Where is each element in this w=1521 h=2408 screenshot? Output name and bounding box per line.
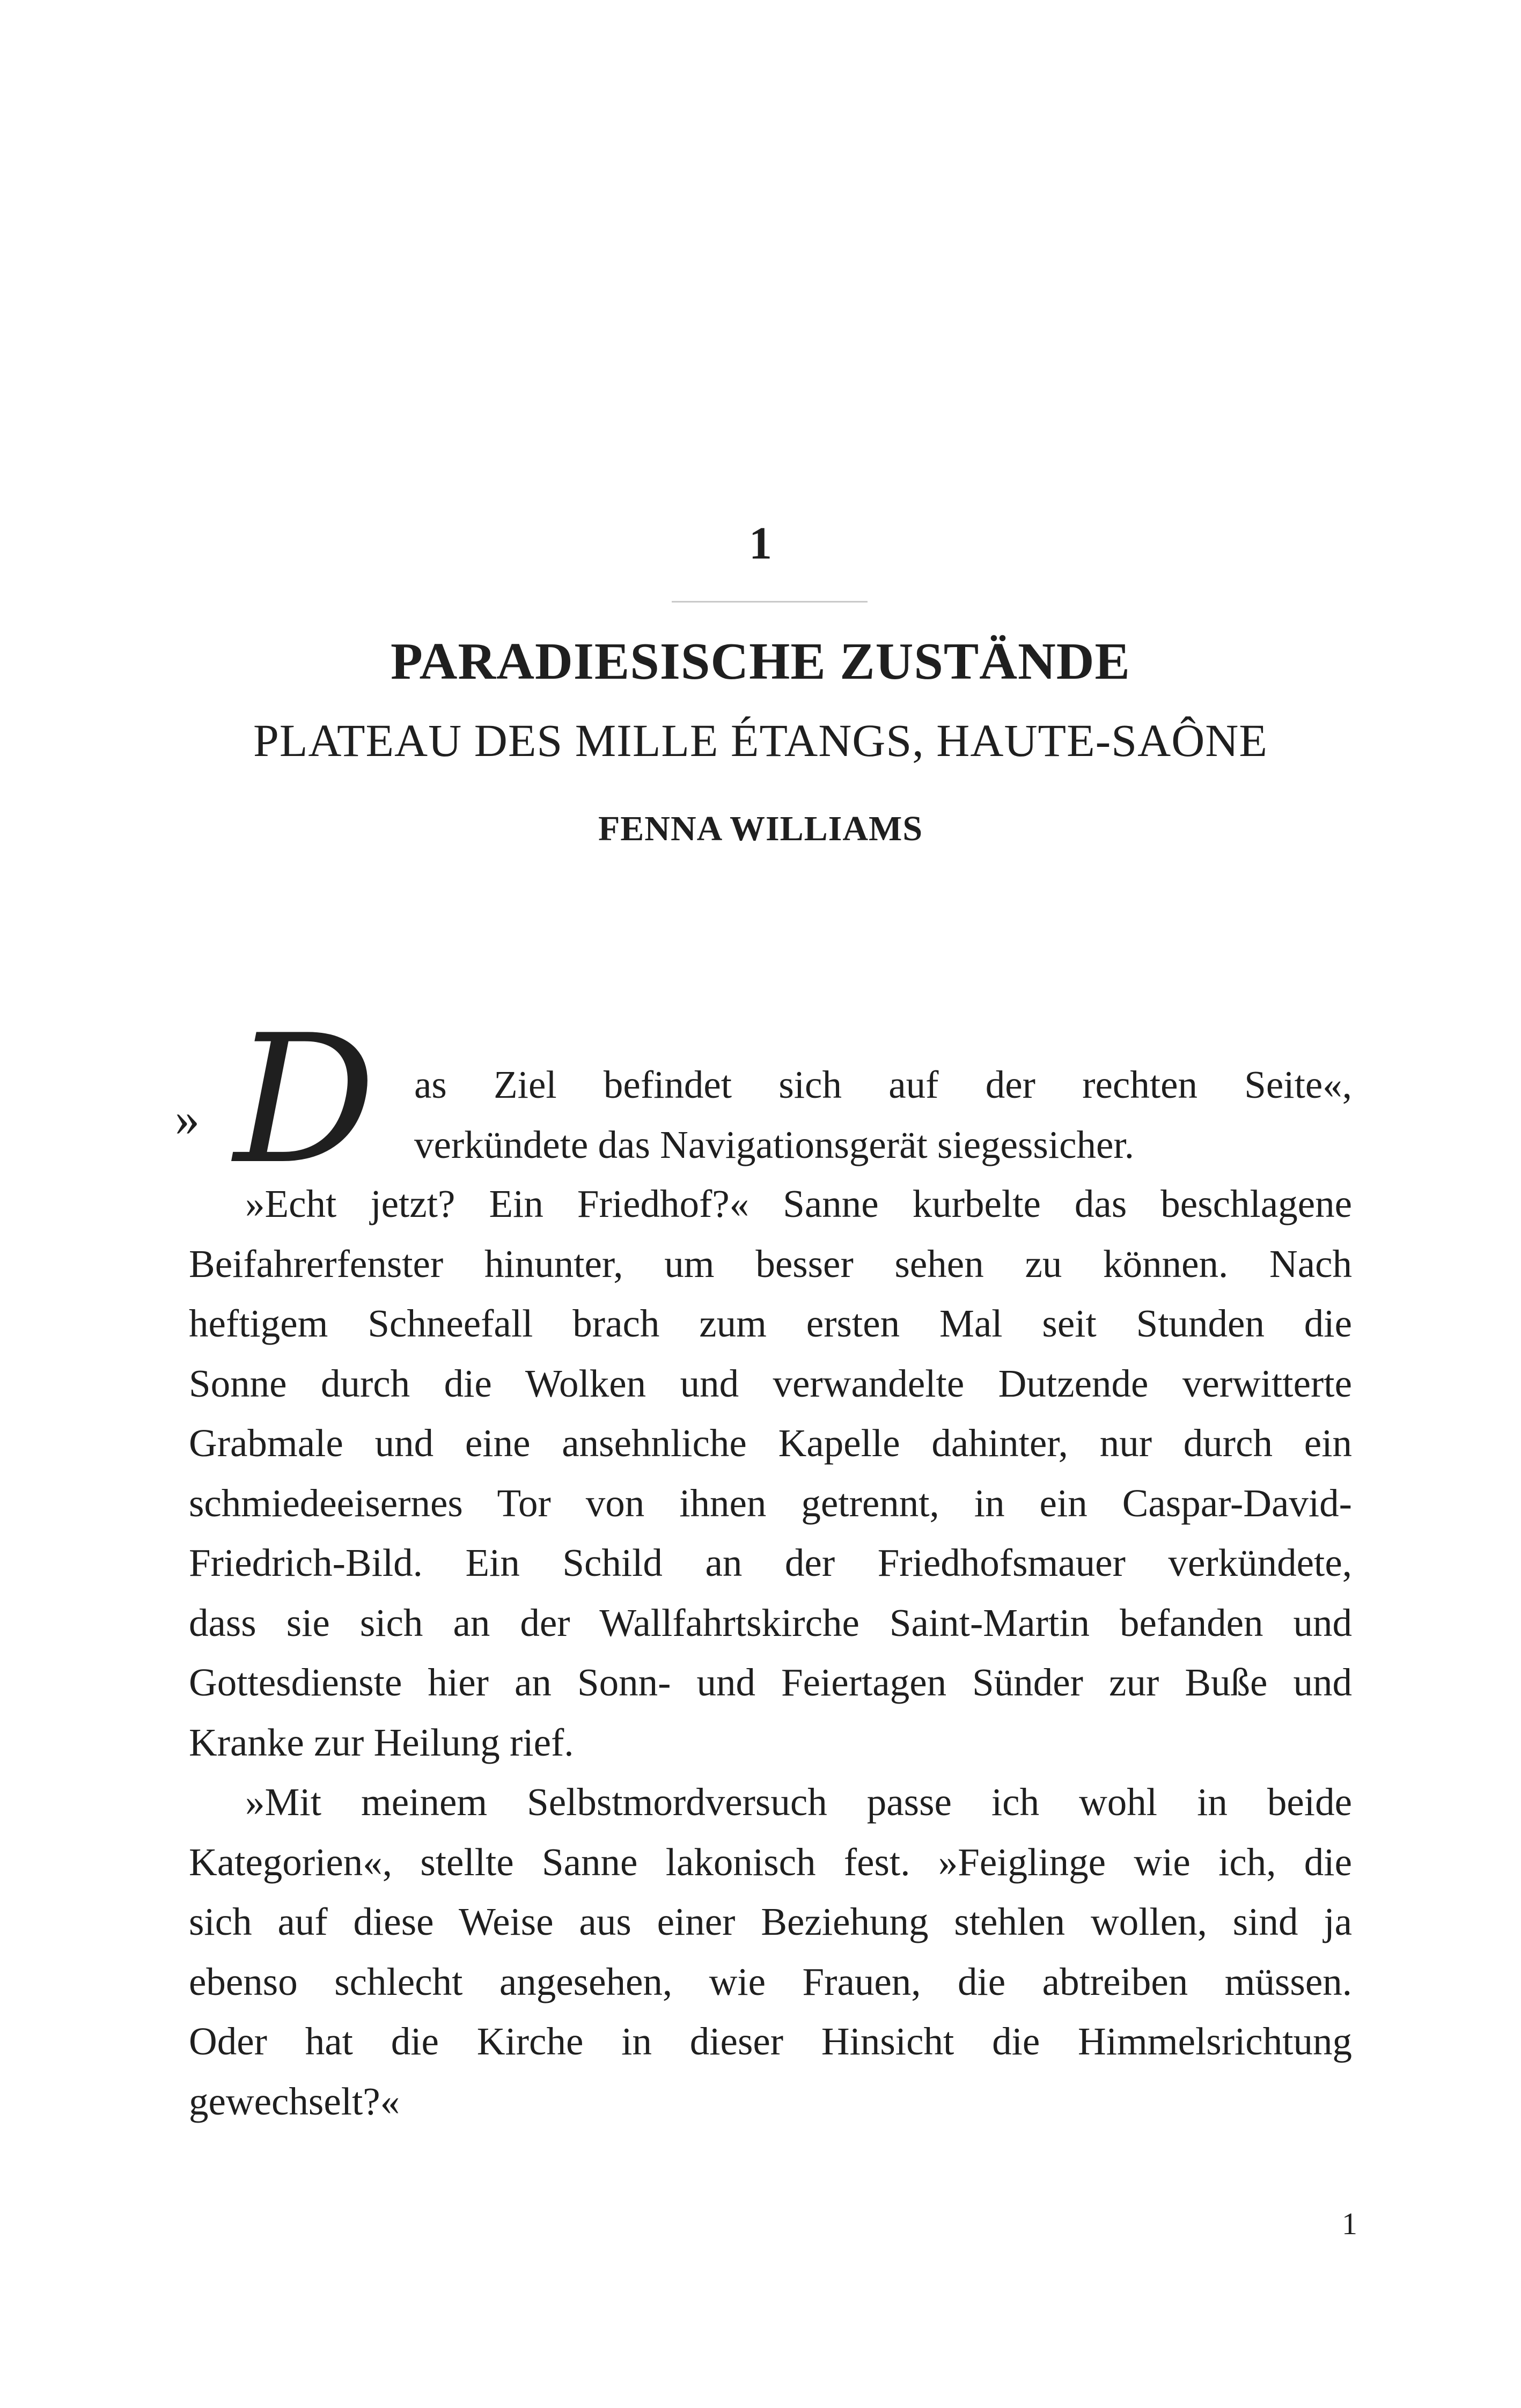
drop-cap: D bbox=[234, 997, 376, 1203]
text-line: schmiedeeisernes Tor von ihnen getrennt, in ein Caspar-David- bbox=[189, 1481, 1352, 1525]
chapter-divider bbox=[672, 601, 868, 603]
text-line: Gottesdienste hier an Sonn- und Feiertagen Sünder zur Buße und bbox=[189, 1661, 1352, 1704]
text-line: gewechselt?« bbox=[189, 2079, 400, 2123]
text-line: ebenso schlecht angesehen, wie Frauen, die abtreiben müssen. bbox=[189, 1959, 1352, 2003]
text-line: heftigem Schneefall brach zum ersten Mal seit Stunden die bbox=[189, 1302, 1352, 1345]
text-line: Beifahrerfenster hinunter, um besser sehen zu können. Nach bbox=[189, 1242, 1352, 1286]
text-line: Grabmale und eine ansehnliche Kapelle dahinter, nur durch ein bbox=[189, 1421, 1352, 1465]
text-line: dass sie sich an der Wallfahrtskirche Saint-Martin befanden und bbox=[189, 1601, 1352, 1645]
text-line: »Echt jetzt? Ein Friedhof?« Sanne kurbelte das beschlagene bbox=[245, 1182, 1352, 1225]
opening-line: verkündete das Navigationsgerät siegessicher. bbox=[414, 1122, 1134, 1166]
chapter-title: PARADIESISCHE ZUSTÄNDE bbox=[391, 633, 1130, 691]
opening-lines bbox=[414, 1055, 1352, 1174]
chapter-number: 1 bbox=[749, 517, 772, 569]
paragraph-2 bbox=[189, 1772, 1352, 2131]
text-line: Friedrich-Bild. Ein Schild an der Friedhofsmauer verkündete, bbox=[189, 1541, 1352, 1584]
paragraph-1 bbox=[189, 1174, 1352, 1772]
chapter-subtitle: PLATEAU DES MILLE ÉTANGS, HAUTE-SAÔNE bbox=[253, 715, 1268, 766]
opening-quote-mark: » bbox=[175, 1091, 200, 1146]
text-line: »Mit meinem Selbstmordversuch passe ich wohl in beide bbox=[245, 1780, 1352, 1824]
text-line: Kategorien«, stellte Sanne lakonisch fest. »Feiglinge wie ich, die bbox=[189, 1840, 1352, 1884]
text-line: sich auf diese Weise aus einer Beziehung stehlen wollen, sind ja bbox=[189, 1900, 1352, 1943]
opening-line: as Ziel befindet sich auf der rechten Seite«, bbox=[414, 1063, 1352, 1106]
text-line: Kranke zur Heilung rief. bbox=[189, 1720, 574, 1764]
text-line: Sonne durch die Wolken und verwandelte Dutzende verwitterte bbox=[189, 1361, 1352, 1405]
text-line: Oder hat die Kirche in dieser Hinsicht die Himmelsrichtung bbox=[189, 2020, 1352, 2063]
chapter-author: FENNA WILLIAMS bbox=[598, 809, 923, 848]
page-number: 1 bbox=[1342, 2206, 1357, 2241]
